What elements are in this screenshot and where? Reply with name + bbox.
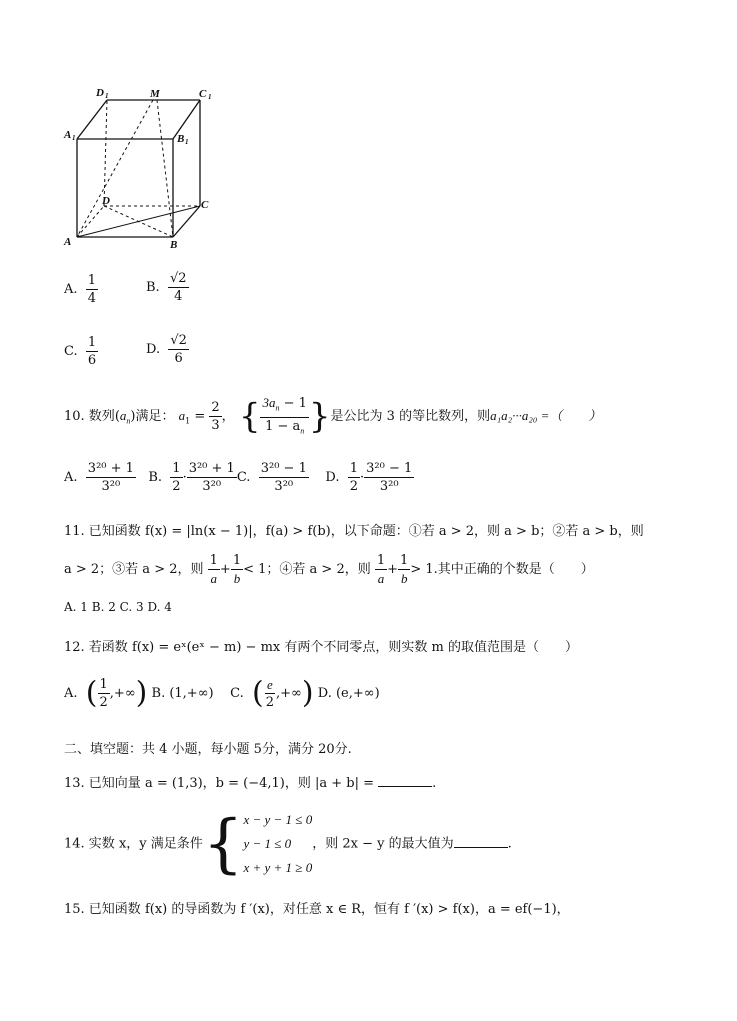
- label-A1: A: [64, 129, 72, 141]
- label-D1: D: [96, 87, 104, 99]
- q9-option-a: A. $\frac{1}{4}$: [64, 273, 97, 306]
- q9-option-b: B. $\frac{√2}{4}$: [146, 271, 187, 304]
- label-A: A: [64, 236, 72, 248]
- label-B1-sub: 1: [185, 138, 189, 146]
- question-14: 14. 实数 x，y 满足条件{ x − y − 1 ≤ 0 y − 1 ≤ 0 x + y + 1 ≥ 0 ，则 2x − y 的最大值为 .: [64, 807, 512, 881]
- label-C1-sub: 1: [208, 93, 212, 101]
- section-2-heading: 二、填空题：共 4 小题，每小题 5分，满分 20分.: [64, 742, 352, 757]
- label-C: C: [201, 199, 209, 211]
- cube-figure: [60, 82, 220, 250]
- edge-A1D1: [77, 100, 107, 139]
- edge-BC: [173, 206, 200, 237]
- label-M: M: [150, 88, 160, 100]
- edge-DD1: [104, 100, 107, 206]
- label-D1-sub: 1: [105, 92, 109, 100]
- question-10: 10. 数列$(a_n)$满足： $a_1$ = $\frac{2}{3}$ ， { $\frac{3a_n - 1}{1 - a_n}$ }是公比为 3 的等比数列，则a₁a₂···a₂₀ =（ ）: [64, 395, 602, 437]
- line-AC: [77, 206, 200, 237]
- question-11-options: A. 1 B. 2 C. 3 D. 4: [64, 600, 172, 614]
- question-11-line2: a > 2；③若 a > 2，则 $\frac{1}{a}$ + $\frac{1}{b}$ < 1；④若 a > 2，则 $\frac{1}{a}$ + $\frac{1}{b}$ > 1.其中正确的个数是（ ）: [64, 553, 594, 586]
- answer-blank-13: [378, 774, 432, 787]
- question-12: 12. 若函数 f(x) = eˣ(eˣ − m) − mx 有两个不同零点，则实数 m 的取值范围是（ ）: [64, 640, 578, 655]
- question-10-options: A. $\frac{\text{3²⁰ + 1}}{\text{3²⁰}}$ B. $\frac{1}{2}$ · $\frac{\text{3²⁰ + 1}}{\text{3²⁰}}$ C. $\frac{\text{3²⁰ − 1}}{\text{3²⁰}}$ D. $\frac{1}{2}$ · $\frac{\text{3²⁰ − 1}}{\text{3²⁰}}$: [64, 461, 413, 494]
- edge-AD: [77, 206, 104, 237]
- label-B1: B: [177, 133, 185, 145]
- label-A1-sub: 1: [72, 134, 76, 142]
- line-MA: [77, 100, 153, 237]
- q9-option-d: D. $\frac{√2}{6}$: [146, 333, 187, 366]
- question-13: 13. 已知向量 a = (1,3)，b = (−4,1)，则 |a + b| = .: [64, 776, 437, 791]
- question-15: 15. 已知函数 f(x) 的导函数为 f ′(x)，对任意 x ∈ R，恒有 f ′(x) > f(x)，a = ef(−1)，: [64, 902, 570, 917]
- label-D: D: [102, 195, 110, 207]
- answer-blank-14: [454, 835, 508, 848]
- label-B: B: [170, 239, 178, 250]
- label-C1: C: [199, 88, 207, 100]
- q9-option-c: C. $\frac{1}{6}$: [64, 335, 97, 368]
- question-11-line1: 11. 已知函数 f(x) = |ln(x − 1)|，f(a) > f(b)，以下命题：①若 a > 2，则 a > b；②若 a > b，则: [64, 524, 644, 539]
- question-12-options: A. ( $\frac{1}{2}$ ,+∞) B. (1,+∞) C. ( $\frac{e}{2}$ ,+∞) D. (e,+∞): [64, 675, 380, 711]
